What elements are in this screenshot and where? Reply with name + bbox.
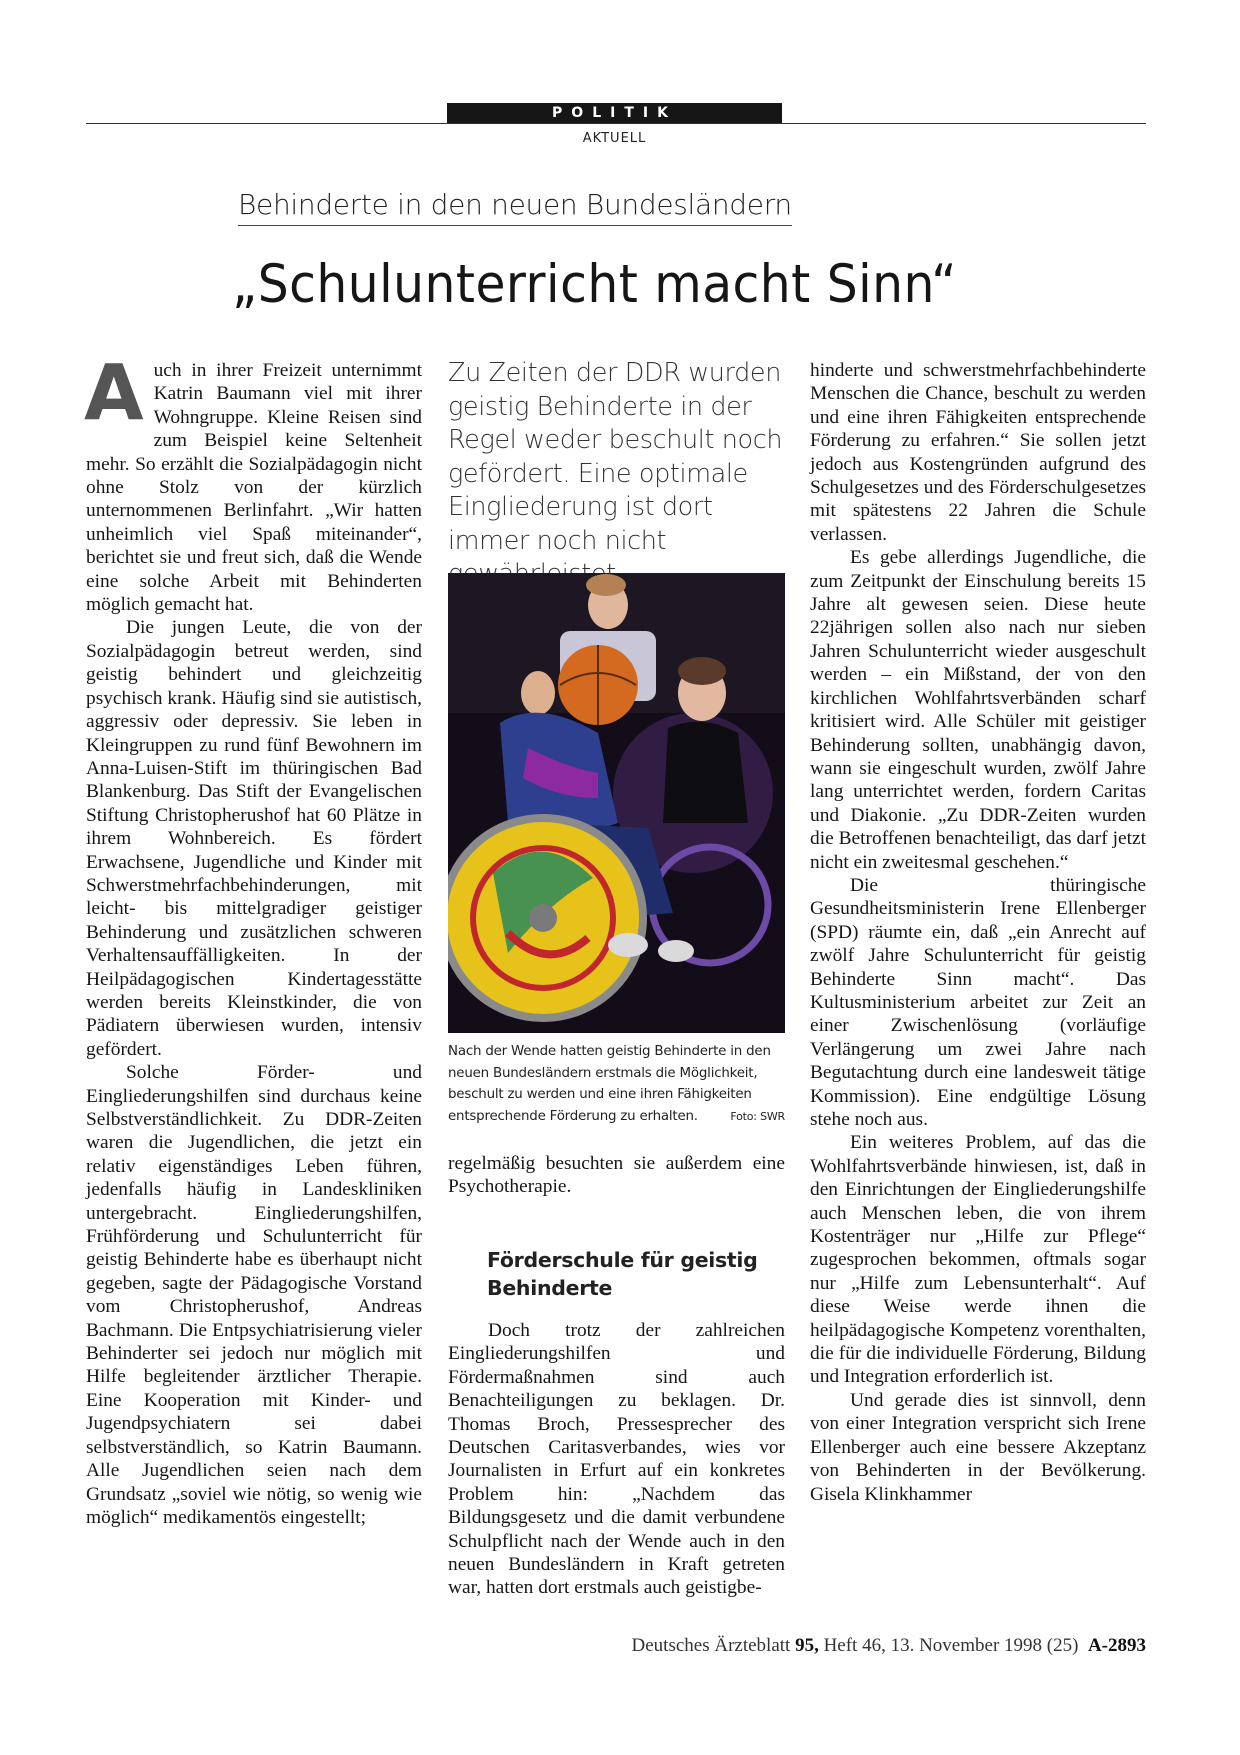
article-lead: Zu Zeiten der DDR wurden geistig Behinderte in der Regel weder beschult noch gefördert. Eine optimale Eingliederung ist dort immer noch nicht (448, 358, 783, 556)
paragraph: Doch trotz der zahlreichen Eingliederungshilfen und Fördermaßnahmen sind auch Benachteiligungen zu beklagen. Dr. Thomas Broch, Pressesprecher des Deutschen Caritasverbandes, wies vor Journalisten in Erfurt auf ein konkretes Problem hin: „Nachdem das Bildungsgesetz und die damit verbundene Schulpflicht nach der Wende auch in den neuen Bundesländern in Kraft getreten war, hatten dort erstmals auch geistigbe- (448, 1320, 785, 1599)
photo-credit: Foto: SWR (730, 1109, 785, 1123)
article-headline: „Schulunterricht macht Sinn“ (232, 254, 958, 315)
paragraph: Es gebe allerdings Jugendliche, die zum Zeitpunkt der Einschulung bereits 15 Jahre alt gewesen seien. Diese heute 22jährigen sollen also nach nur sieben Jahren Schulunterricht wieder ausgeschult werden – ein Mißstand, der von den kirchlichen Wohlfahrtsverbänden scharf kritisiert wird. Alle Schüler mit geistiger Behinderung sollten, unabhängig davon, wann sie eingeschult wurden, zwölf Jahre lang unterrichtet werden, fordern Caritas und Diakonie. „Zu DDR-Zeiten wurden die Betroffenen benachteiligt, das darf jetzt nicht ein zweitesmal geschehen.“ (810, 547, 1146, 873)
text-column-3 (810, 359, 1146, 1506)
section-label: POLITIK (447, 103, 782, 123)
header-rule (86, 123, 1146, 124)
paragraph: Die jungen Leute, die von der Sozialpädagogin betreut werden, sind geistig behindert und gleichzeitig psychisch krank. Häufig sind sie autistisch, aggressiv oder depressiv. Sie leben in Kleingruppen zu rund fünf Bewohnern im Anna-Luisen-Stift im thüringischen Bad Blankenburg. Das Stift der Evangelischen Stiftung Christopherushof hat 60 Plätze in ihrem Wohnbereich. Es fördert Erwachsene, Jugendliche und Kinder mit Schwerstmehrfachbehinderungen, mit leicht- bis mittelgradiger geistiger Behinderung und zusätzlichen schweren Verhaltensauffälligkeiten. In der Heilpädagogischen Kindertagesstätte werden bereits Kleinstkinder, die von Pädiatern überwiesen wurden, intensiv gefördert. (86, 617, 422, 1060)
issue-info: Heft 46, 13. November 1998 (25) (823, 1635, 1079, 1656)
drop-cap: A (84, 349, 144, 438)
paragraph: uch in ihrer Freizeit unternimmt Katrin Baumann viel mit ihrer Wohngruppe. Kleine Reisen sind zum Beispiel keine Seltenheit mehr. So erzählt die Sozialpädagogin nicht ohne Stolz von der kürzlich unternommenen Berlinfahrt. „Wir hatten unheimlich viel Spaß miteinander“, berichtet sie und freut sich, daß die Wende eine solche Arbeit mit Behinderten möglich gemacht hat. (86, 360, 422, 616)
subsection-label: AKTUELL (582, 131, 647, 146)
paragraph: hinderte und schwerstmehrfachbehinderte Menschen die Chance, beschult zu werden und eine ihren Fähigkeiten entsprechende Förderung zu erfahren.“ Sie sollen jetzt jedoch aus Kostengründen aufgrund des Schulgesetzes und des Förderschulgesetzes mit spätestens 22 Jahren die Schule verlassen. (810, 360, 1146, 545)
paragraph: regelmäßig besuchten sie außerdem eine Psychotherapie. (448, 1153, 785, 1198)
text-column-2-continuation (448, 1152, 785, 1199)
text-column-2-body (448, 1319, 785, 1600)
photo-children-wheelchair-basketball (448, 573, 785, 1033)
journal-name: Deutsches Ärzteblatt (631, 1635, 791, 1656)
paragraph: Solche Förder- und Eingliederungshilfen sind durchaus keine Selbstverständlichkeit. Zu DDR-Zeiten waren die Jugendlichen, die jetzt ein relativ eigenständiges Leben führen, jedenfalls häufig in Landeskliniken untergebracht. Eingliederungshilfen, Frühförderung und Schulunterricht für geistig Behinderte habe es überhaupt nicht gegeben, sagte der Pädagogische Vorstand vom Christopherushof, Andreas Bachmann. Die Entpsychiatrisierung vieler Behinderter sei jedoch nur möglich mit Hilfe begleitender ärztlicher Therapie. Eine Kooperation mit Kinder- und Jugendpsychiatern sei dabei selbstverständlich, so Katrin Baumann. Alle Jugendlichen seien nach dem Grundsatz „soviel wie nötig, so wenig wie möglich“ medikamentös eingestellt; (86, 1062, 422, 1528)
photo-caption (448, 1041, 785, 1127)
page-number: A-2893 (1087, 1635, 1146, 1656)
page-footer (632, 1635, 1146, 1657)
paragraph: Ein weiteres Problem, auf das die Wohlfahrtsverbände hinwiesen, ist, daß in den Einrichtungen der Eingliederungshilfe auch Menschen leben, die von ihrem Kostenträger nur „Hilfe zur Pflege“ zugesprochen bekommen, oftmals sogar nur „Hilfe zum Lebensunterhalt“. Auf diese Weise werde ihnen die heilpädagogische Kompetenz vorenthalten, die für die individuelle Förderung, Bildung und Integration erforderlich ist. (810, 1132, 1146, 1388)
article-kicker: Behinderte in den neuen Bundesländern (238, 188, 792, 226)
text-column-1 (84, 349, 422, 1529)
paragraph: Und gerade dies ist sinnvoll, denn von einer Integration verspricht sich Irene Ellenberger auch eine bessere Akzeptanz von Behinderten in der Bevölkerung. Gisela Klinkhammer (810, 1389, 1146, 1505)
caption-text: Nach der Wende hatten geistig Behinderte in den neuen Bundesländern erstmals die Möglichkeit, beschult zu werden und eine ihren Fähigkeiten entsprechende Förderung zu erhalten. (448, 1044, 771, 1124)
section-subhead: Förderschule für geistig Behinderte (487, 1248, 758, 1300)
volume: 95, (795, 1635, 819, 1656)
paragraph: Die thüringische Gesundheitsministerin Irene Ellenberger (SPD) räumte ein, daß „ein Anrecht auf zwölf Jahre Schulunterricht für geistig Behinderte Sinn macht“. Das Kultusministerium arbeitet zur Zeit an einer Zwischenlösung (vorläufige Verlängerung um zwei Jahre nach Begutachtung durch eine landesweit tätige Kommission). Eine endgültige Lösung stehe noch aus. (810, 874, 1146, 1130)
